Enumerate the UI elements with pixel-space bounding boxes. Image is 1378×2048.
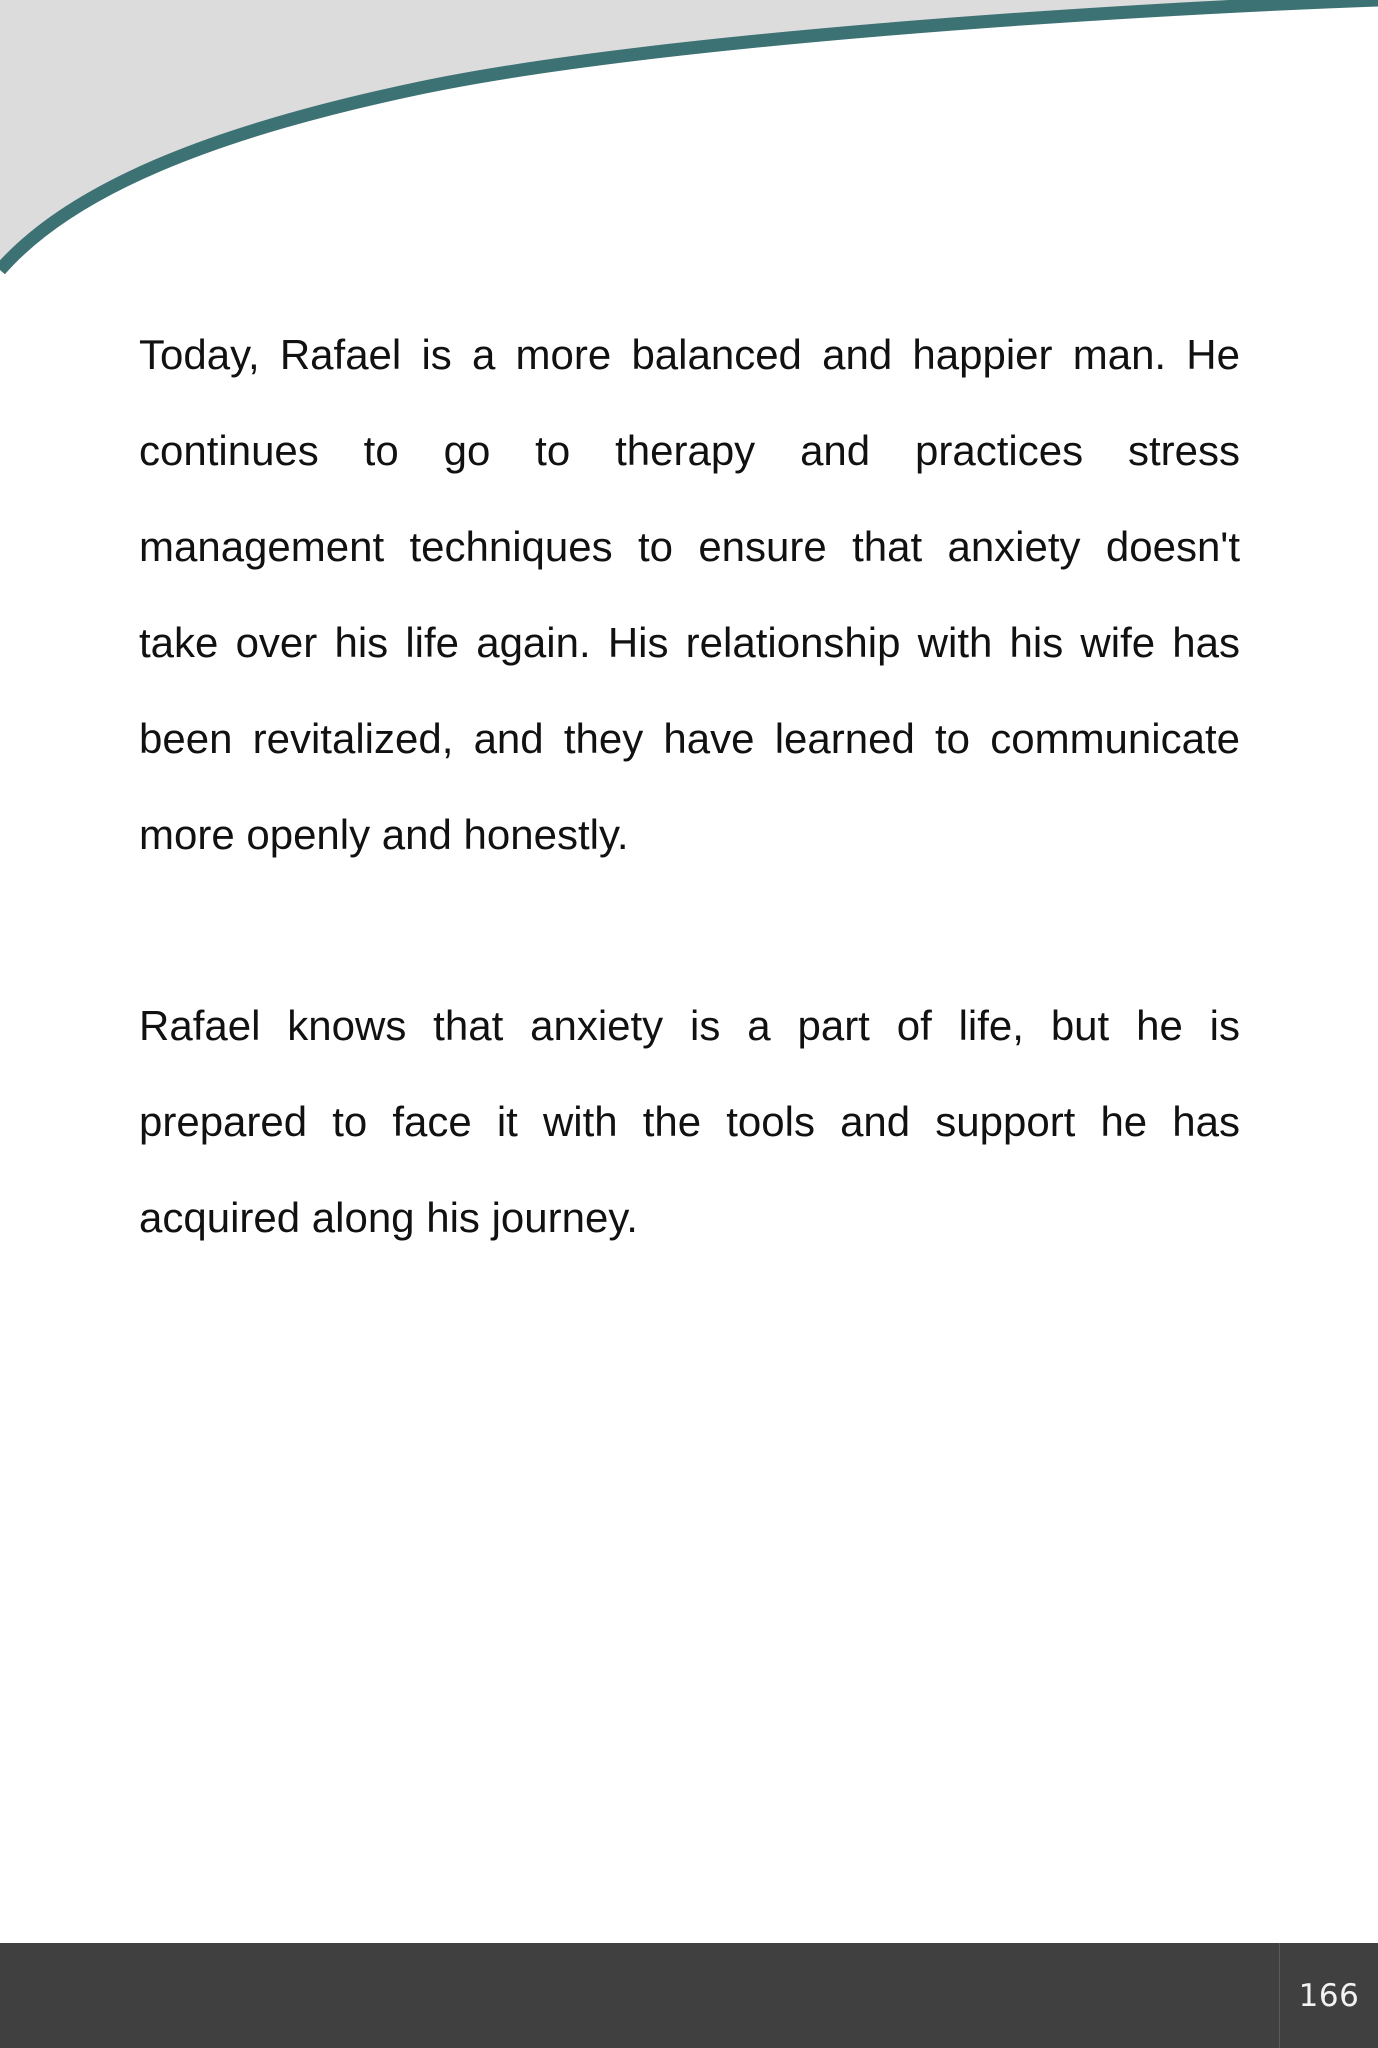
paragraph-1: Today, Rafael is a more balanced and happier man. He continues to go to therapy and practices stress management techniques to ensure that anxiety doesn't take over his life again. His relationship with his wife has been revitalized, and they have learned to communicate more openly and honestly.	[139, 331, 1240, 858]
footer-bar	[0, 1943, 1378, 2048]
body-text	[139, 307, 1240, 1266]
header-gray-fill	[0, 0, 1378, 270]
page-number: 166	[1298, 1977, 1360, 2014]
page-number-box	[1279, 1943, 1378, 2048]
paragraph-2: Rafael knows that anxiety is a part of life, but he is prepared to face it with the tools and support he has acquired along his journey.	[139, 1002, 1240, 1241]
header-swoosh-decoration	[0, 0, 1378, 300]
